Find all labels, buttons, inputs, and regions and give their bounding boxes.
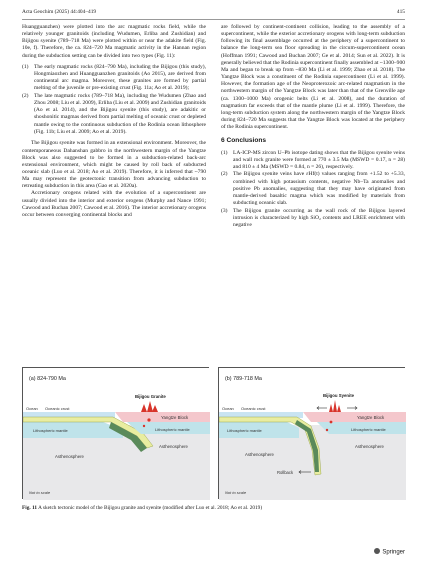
lithospheric-mantle-label: Lithospheric mantle bbox=[33, 428, 68, 433]
scale-note: Not to scale bbox=[29, 490, 51, 495]
figure-panel-b bbox=[218, 367, 405, 499]
yangtze-block bbox=[303, 412, 406, 422]
publisher-name: Springer bbox=[382, 549, 405, 556]
granite-label: Bijigou Granite bbox=[135, 394, 166, 399]
scale-note: Not to scale bbox=[225, 490, 247, 495]
publisher-footer bbox=[374, 548, 405, 556]
yangtze-block-label: Yangtze Block bbox=[161, 415, 189, 420]
figure-caption bbox=[22, 505, 405, 512]
magmatism-types-list bbox=[22, 64, 206, 136]
paragraph: Huangguanzhen) were plotted into the arc magmatic rocks field, while the relatively younger granitoids (including Wudumen, Erliba and Zushidian) and Bijigou syenite (789–718 Ma) were plotted within or near the adakite field (Fig. 10e, f). Therefore, the ca. 824–720 Ma magmatic activity in the Hannan region during the subduction setting can be divided into two types (Fig. 11): bbox=[22, 24, 206, 59]
paragraph: Accretionary orogens related with the evolution of a supercontinent are usually divided into the interior and exterior orogens (Murphy and Nance 1991; Cawood and Buchan 2007; Cawood et al. 2016). The interior accretionary orogens occur between converging continental blocks and bbox=[22, 190, 206, 218]
running-header bbox=[22, 9, 405, 20]
ocean-label: Ocean bbox=[26, 406, 38, 411]
figure-panel-a bbox=[22, 367, 209, 499]
conclusions-list bbox=[221, 150, 405, 230]
oceanic-crust-label: Oceanic crust bbox=[45, 406, 70, 411]
panel-b-title: (b) 789-718 Ma bbox=[225, 376, 262, 382]
lithospheric-mantle-label-right: Lithospheric mantle bbox=[155, 427, 190, 432]
list-item: (3) The Bijigou granite occurring as the wall rock of the Bijigou layered intrusion is characterized by high SiO₂ contents and LREE enrichment with negative bbox=[221, 207, 405, 229]
page-number: 415 bbox=[396, 9, 405, 15]
paragraph: The Bijigou syenite was formed in an extensional environment. Moreover, the contemporaneous Dahanshan gabbro in the northwestern margin of the Yangtze Block was also suggested to be formed in a subduction-related back-arc extensional environment, which might be caused by roll back of subducted oceanic slab (Luo et al. 2018; Ao et al. 2019). Therefore, it is inferred that ~790 Ma may represent the geotectonic transition from advancing subduction to retreating subduction in this area (Gao et al. 2020a). bbox=[22, 140, 206, 190]
rollback-label: Rollback bbox=[277, 470, 294, 475]
yangtze-block-label: Yangtze Block bbox=[357, 415, 385, 420]
list-item: (1) The early magmatic rocks (824–790 Ma), including the Bijigou (this study), Hongmiaozhen and Huangguanzhen granitoids (Ao 2015), are derived from continental arc magma. Moreover, these granites are formed by partial melting of the juvenile or pre-existing crust (Fig. 11a; Ao et al. 2019); bbox=[22, 63, 206, 92]
ocean-label: Ocean bbox=[222, 406, 234, 411]
oceanic-crust-label: Oceanic crust bbox=[241, 406, 266, 411]
list-item: (2) The late magmatic rocks (789–718 Ma), including the Wudumen (Zhao and Zhou 2008; Liu et al. 2009), Erliba (Liu et al. 2009) and Zushidian granitoids (Ao et al. 2014), and the Bijigou syenite (this study), are adakitic or shoshonitic magmas derived from partial melting of oceanic crust or depleted mantle owing to the continuous subduction of the Rodinia ocean lithosphere (Fig. 11b; Liu et al. 2009; Ao et al. 2019). bbox=[22, 92, 206, 135]
panel-a-title: (a) 824-790 Ma bbox=[29, 376, 66, 382]
section-heading: 6 Conclusions bbox=[221, 137, 267, 145]
asthenosphere-label-right: Asthenosphere bbox=[159, 444, 188, 449]
list-item: (1) LA-ICP-MS zircon U–Pb isotope dating shows that the Bijigou syenite veins and wall rock granite were formed at 770 ± 3.5 Ma (MSWD = 0.17, n = 28) and 810 ± 4 Ma (MSWD = 0.84, n = 26), respectively. bbox=[221, 149, 405, 170]
asthenosphere-label: Asthenosphere bbox=[245, 452, 274, 457]
left-column bbox=[22, 24, 206, 219]
journal-citation: Acta Geochim (2025) 44:404–419 bbox=[22, 9, 97, 15]
figure-11 bbox=[22, 367, 405, 499]
caption-text: A sketch tectonic model of the Bijigou granite and syenite (modified after Luo et al. 2018; Ao et al. 2019) bbox=[38, 505, 263, 511]
syenite-label: Bijigou Syenite bbox=[323, 393, 355, 398]
asthenosphere-label: Asthenosphere bbox=[55, 454, 84, 459]
lithospheric-mantle-label-right: Lithospheric mantle bbox=[351, 427, 386, 432]
paragraph: are followed by continent-continent collision, leading to the assembly of a supercontinent, while the exterior accretionary orogens with long-term subduction following its final assemblage occurred at the periphery of a supercontinent to balance the long-term sea floor spreading in the circum-supercontinent ocean (Hoffman 1991; Cawood and Buchan 2007; Ge et al. 2014; Sun et al. 2022). It is generally believed that the Rodinia supercontinent finally assembled at ~1300–900 Ma and began to break up from ~830 Ma (Li et al. 1999; Zhao et al. 2018). The Yangtze Block was a constituent of the Rodinia supercontinent (Li et al. 1999). However, the formation age of the Neoproterozoic arc-related magmatism in the northwestern margin of the Yangtze Block was later than that of the Grenville age (ca. 1300–1000 Ma) orogenic belts (Li et al. 2008), and the duration of magmatism far exceeds that of the mantle plume (Li et al. 1999). Therefore, the long-term subduction system along the northwestern margin of the Yangtze Block during 824–720 Ma suggests that the Yangtze Block was located at the periphery of the Rodinia supercontinent. bbox=[221, 24, 405, 131]
list-item: (2) The Bijigou syenite veins have εHf(t) values ranging from +1.52 to +5.33, combined with high potassium contents, negative Nb–Ta anomalies and positive Pb anomalies, suggesting that they may have originated from mantle-derived basaltic magma which was modified by materials from subducting oceanic slab. bbox=[221, 171, 405, 207]
springer-logo-icon bbox=[374, 548, 380, 554]
lithospheric-mantle-label: Lithospheric mantle bbox=[227, 428, 262, 433]
caption-label: Fig. 11 bbox=[22, 505, 38, 511]
asthenosphere-label-right: Asthenosphere bbox=[355, 444, 384, 449]
right-column bbox=[221, 24, 405, 230]
